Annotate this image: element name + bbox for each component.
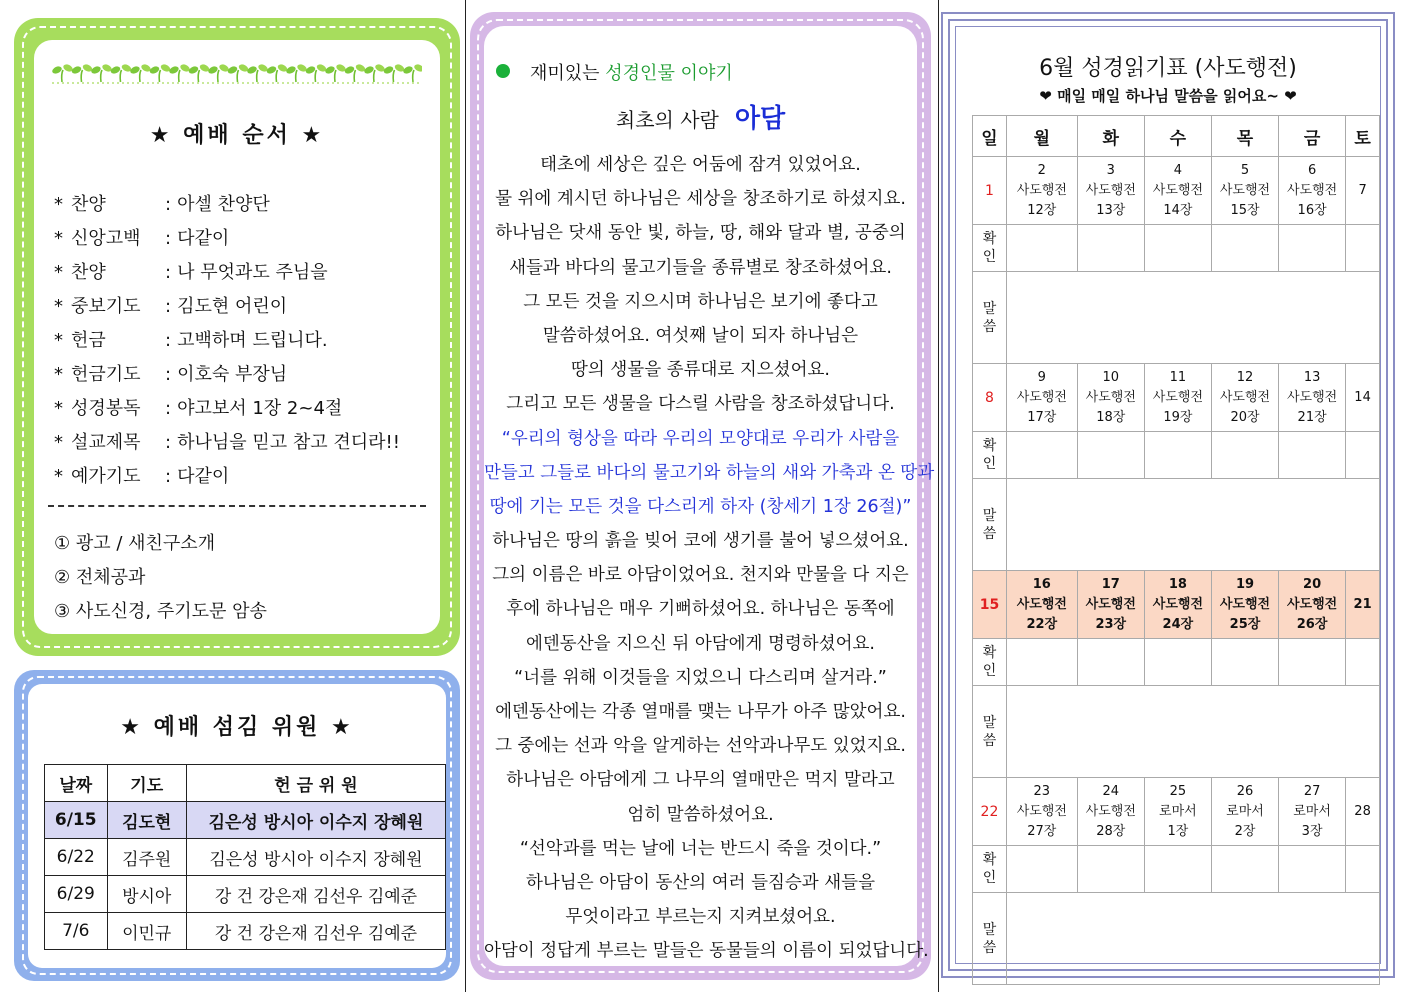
reading-day-cell <box>1006 571 1077 639</box>
order-item-colon: : <box>165 398 172 419</box>
story-line: “너를 위해 이것들을 지었으니 다스리며 살거라.” <box>514 667 887 688</box>
order-item-value: 고백하며 드립니다. <box>177 330 328 351</box>
word-label <box>973 893 1007 985</box>
star-bullet: * <box>54 398 63 419</box>
reading-date: 13 <box>1303 369 1321 385</box>
worship-order-item <box>54 290 400 324</box>
word-note-cell[interactable] <box>1006 479 1379 571</box>
reading-day-cell <box>1211 778 1278 846</box>
reading-chapter: 23장 <box>1095 616 1127 632</box>
column-divider-left <box>465 0 466 992</box>
check-label <box>973 432 1007 479</box>
story-line: 태초에 세상은 깊은 어둠에 잠겨 있었어요. <box>540 155 861 175</box>
order-item-key: 성경봉독 <box>71 398 141 419</box>
word-label <box>973 686 1007 778</box>
sunday-date: 1 <box>973 157 1007 225</box>
reading-book: 로마서 <box>1293 803 1331 819</box>
weekday-header: 목 <box>1211 116 1278 157</box>
check-label-text: 확 인 <box>982 438 997 472</box>
order-item-colon: : <box>165 296 172 317</box>
reading-book: 사도행전 <box>1085 389 1136 405</box>
reading-chapter: 2장 <box>1234 823 1256 839</box>
order-item-value: 아셀 찬양단 <box>177 194 270 215</box>
star-bullet: * <box>54 330 63 351</box>
check-cell[interactable] <box>1144 225 1211 272</box>
committee-panel <box>14 670 460 981</box>
word-row <box>973 893 1380 985</box>
reading-day-cell <box>1211 157 1278 225</box>
reading-book: 사도행전 <box>1016 596 1067 612</box>
reading-book: 사도행전 <box>1152 596 1203 612</box>
check-cell[interactable] <box>1346 225 1380 272</box>
star-bullet: * <box>54 466 63 487</box>
reading-day-cell <box>1144 364 1211 432</box>
worship-order-card <box>34 40 440 634</box>
check-row <box>973 639 1380 686</box>
weekday-header: 월 <box>1006 116 1077 157</box>
reading-day-cell <box>1144 157 1211 225</box>
committee-date: 6/15 <box>45 802 108 839</box>
word-label-text: 말 씀 <box>982 921 997 956</box>
reading-calendar <box>972 115 1380 985</box>
worship-order-item <box>54 358 400 392</box>
check-label-text: 확 인 <box>982 231 997 265</box>
reading-book: 사도행전 <box>1152 182 1203 198</box>
reading-day-cell <box>1006 778 1077 846</box>
reading-date: 5 <box>1240 162 1250 178</box>
check-label <box>973 225 1007 272</box>
reading-day-cell <box>1077 778 1144 846</box>
story-title-main: 최초의 사람 <box>615 108 719 132</box>
saturday-date: 21 <box>1346 571 1380 639</box>
story-line: 아담이 정답게 부르는 말들은 동물들의 이름이 되었답니다. <box>484 941 929 962</box>
dashed-separator <box>48 505 426 507</box>
reading-chapter: 14장 <box>1163 202 1193 218</box>
reading-date: 6 <box>1307 162 1317 178</box>
reading-book: 사도행전 <box>1286 596 1338 612</box>
saturday-date: 7 <box>1346 157 1380 225</box>
story-line: 하나님은 닷새 동안 빛, 하늘, 땅, 해와 달과 별, 공중의 <box>495 223 906 244</box>
reading-plan-subtitle <box>956 85 1380 106</box>
check-label <box>973 639 1007 686</box>
story-line: 땅의 생물을 종류대로 지으셨어요. <box>571 360 830 381</box>
word-label-text: 말 씀 <box>982 300 997 335</box>
header-prayer: 기도 <box>107 765 186 802</box>
reading-day-cell <box>1006 364 1077 432</box>
reading-book: 사도행전 <box>1219 389 1271 405</box>
calendar-weekday-row <box>973 116 1380 157</box>
story-line: 하나님은 땅의 흙을 빚어 코에 생기를 불어 넣으셨어요. <box>492 531 909 552</box>
reading-book: 사도행전 <box>1085 596 1136 612</box>
check-cell[interactable] <box>1279 225 1346 272</box>
committee-table <box>44 764 446 950</box>
calendar-week-row <box>973 364 1380 432</box>
story-line: 무엇이라고 부르는지 지켜보셨어요. <box>565 907 836 928</box>
order-item-colon: : <box>165 330 172 351</box>
order-item-value: 김도현 어린이 <box>177 296 288 317</box>
order-item-key: 찬양 <box>71 194 106 215</box>
reading-day-cell <box>1279 364 1346 432</box>
reading-date: 2 <box>1037 162 1046 178</box>
reading-day-cell <box>1211 571 1278 639</box>
heart-icon: ❤ <box>1284 87 1297 105</box>
committee-offering: 김은성 방시아 이수지 장혜원 <box>186 802 445 839</box>
reading-date: 18 <box>1168 576 1187 592</box>
order-item-value: 다같이 <box>177 228 230 249</box>
reading-day-cell <box>1279 157 1346 225</box>
announcement-item: ② 전체공과 <box>54 567 146 588</box>
reading-day-cell <box>1279 778 1346 846</box>
sunday-date: 8 <box>973 364 1007 432</box>
check-cell[interactable] <box>1077 432 1144 479</box>
check-cell[interactable] <box>1144 639 1211 686</box>
reading-book: 사도행전 <box>1286 182 1338 198</box>
story-line: 에덴동산을 지으신 뒤 아담에게 명령하셨어요. <box>525 633 875 654</box>
committee-offering: 강 건 강은재 김선우 김예준 <box>186 913 445 950</box>
order-item-value: 이호숙 부장님 <box>177 364 288 385</box>
sunday-date: 22 <box>973 778 1007 846</box>
order-item-value: 다같이 <box>177 466 230 487</box>
story-line: 그의 이름은 바로 아담이었어요. 천지와 만물을 다 지은 <box>492 565 909 586</box>
reading-date: 4 <box>1173 162 1183 178</box>
weekday-header: 수 <box>1144 116 1211 157</box>
check-cell[interactable] <box>1346 639 1380 686</box>
check-label <box>973 846 1007 893</box>
check-row <box>973 846 1380 893</box>
check-label-text: 확 인 <box>982 645 997 679</box>
reading-chapter: 15장 <box>1230 202 1260 218</box>
reading-day-cell <box>1077 571 1144 639</box>
reading-book: 사도행전 <box>1016 182 1067 198</box>
check-cell[interactable] <box>1006 639 1077 686</box>
order-item-value: 하나님을 믿고 참고 견디라!! <box>177 432 400 453</box>
weekday-header: 금 <box>1279 116 1346 157</box>
reading-book: 사도행전 <box>1219 596 1271 612</box>
reading-day-cell <box>1077 364 1144 432</box>
reading-book: 사도행전 <box>1085 803 1136 819</box>
order-item-key: 예가기도 <box>71 466 141 487</box>
reading-date: 26 <box>1236 783 1254 799</box>
reading-chapter: 26장 <box>1296 616 1328 632</box>
order-item-key: 헌금 <box>71 330 106 351</box>
weekday-header: 일 <box>973 116 1007 157</box>
committee-prayer: 이민규 <box>107 913 186 950</box>
sunday-date: 15 <box>973 571 1007 639</box>
calendar-week-row <box>973 157 1380 225</box>
committee-header-row <box>45 765 446 802</box>
story-card <box>484 26 935 966</box>
reading-chapter: 17장 <box>1027 409 1057 425</box>
committee-row <box>45 839 446 876</box>
committee-offering: 김은성 방시아 이수지 장혜원 <box>186 839 445 876</box>
committee-prayer: 김도현 <box>107 802 186 839</box>
weekday-header: 화 <box>1077 116 1144 157</box>
order-item-colon: : <box>165 262 172 283</box>
committee-row <box>45 876 446 913</box>
word-note-cell[interactable] <box>1006 893 1379 985</box>
story-line: 에덴동산에는 각종 열매를 맺는 나무가 아주 많았어요. <box>495 702 906 722</box>
check-row <box>973 225 1380 272</box>
word-row <box>973 686 1380 778</box>
story-line: 땅에 기는 모든 것을 다스리게 하자 (창세기 1장 26절)” <box>489 496 912 517</box>
check-cell[interactable] <box>1077 225 1144 272</box>
order-item-value: 나 무엇과도 주님을 <box>177 262 328 283</box>
story-line: 만들고 그들로 바다의 물고기와 하늘의 새와 가축과 온 땅과 <box>484 462 935 483</box>
word-label <box>973 479 1007 571</box>
story-line: 하나님은 아담이 동산의 여러 들짐승과 새들을 <box>525 872 875 893</box>
word-label <box>973 272 1007 364</box>
check-cell[interactable] <box>1279 846 1346 893</box>
check-cell[interactable] <box>1279 432 1346 479</box>
story-line: 말씀하셨어요. 여섯째 날이 되자 하나님은 <box>542 325 859 346</box>
reading-plan-subtitle-text: 매일 매일 하나님 말씀을 읽어요~ <box>1057 87 1279 105</box>
saturday-date: 14 <box>1346 364 1380 432</box>
order-item-key: 중보기도 <box>71 296 141 317</box>
announcement-list <box>54 527 267 629</box>
check-cell[interactable] <box>1077 846 1144 893</box>
order-item-colon: : <box>165 466 172 487</box>
weekday-header: 토 <box>1346 116 1380 157</box>
committee-card <box>28 684 446 968</box>
worship-order-item <box>54 426 400 460</box>
sprout-border-icon <box>52 58 422 86</box>
reading-date: 12 <box>1236 369 1254 385</box>
check-row <box>973 432 1380 479</box>
reading-book: 로마서 <box>1226 803 1264 819</box>
word-row <box>973 479 1380 571</box>
star-bullet: * <box>54 262 63 283</box>
star-bullet: * <box>54 194 63 215</box>
reading-date: 27 <box>1303 783 1321 799</box>
reading-book: 사도행전 <box>1016 803 1067 819</box>
worship-order-title: ★ 예배 순서 ★ <box>149 123 325 148</box>
check-cell[interactable] <box>1077 639 1144 686</box>
reading-day-cell <box>1144 571 1211 639</box>
reading-date: 10 <box>1102 369 1120 385</box>
reading-book: 사도행전 <box>1085 182 1136 198</box>
word-row <box>973 272 1380 364</box>
reading-chapter: 28장 <box>1096 823 1126 839</box>
story-text <box>484 148 935 969</box>
word-note-cell[interactable] <box>1006 686 1379 778</box>
committee-row <box>45 913 446 950</box>
reading-chapter: 19장 <box>1163 409 1193 425</box>
committee-title: ★ 예배 섬김 위원 ★ <box>120 715 354 740</box>
check-cell[interactable] <box>1006 846 1077 893</box>
reading-chapter: 12장 <box>1027 202 1057 218</box>
story-header <box>530 59 733 85</box>
star-bullet: * <box>54 296 63 317</box>
check-cell[interactable] <box>1279 639 1346 686</box>
heart-icon: ❤ <box>1039 87 1052 105</box>
story-line: 하나님은 아담에게 그 나무의 열매만은 먹지 말라고 <box>506 770 895 791</box>
story-line: 그 모든 것을 지으시며 하나님은 보기에 좋다고 <box>523 291 878 312</box>
calendar-week-row <box>973 778 1380 846</box>
committee-offering: 강 건 강은재 김선우 김예준 <box>186 876 445 913</box>
order-item-key: 신앙고백 <box>71 228 141 249</box>
worship-order-item <box>54 460 400 494</box>
check-cell[interactable] <box>1211 432 1278 479</box>
story-line: “선악과를 먹는 날에 너는 반드시 죽을 것이다.” <box>519 838 882 859</box>
reading-date: 25 <box>1169 783 1187 799</box>
check-cell[interactable] <box>1346 432 1380 479</box>
check-cell[interactable] <box>1211 639 1278 686</box>
star-bullet: * <box>54 432 63 453</box>
check-cell[interactable] <box>1144 846 1211 893</box>
reading-book: 사도행전 <box>1016 389 1067 405</box>
reading-chapter: 16장 <box>1297 202 1327 218</box>
header-date: 날짜 <box>45 765 108 802</box>
reading-day-cell <box>1211 364 1278 432</box>
check-cell[interactable] <box>1346 846 1380 893</box>
saturday-date: 28 <box>1346 778 1380 846</box>
reading-chapter: 27장 <box>1027 823 1057 839</box>
committee-date: 6/29 <box>45 876 108 913</box>
worship-order-panel <box>14 18 460 656</box>
star-bullet: * <box>54 228 63 249</box>
reading-chapter: 1장 <box>1167 823 1189 839</box>
green-bullet-icon <box>496 64 510 78</box>
reading-book: 사도행전 <box>1152 389 1203 405</box>
reading-book: 사도행전 <box>1219 182 1271 198</box>
story-line: 새들과 바다의 물고기들을 종류별로 창조하셨어요. <box>509 257 892 278</box>
story-line: 그 중에는 선과 악을 알게하는 선악과나무도 있었지요. <box>495 736 906 757</box>
reading-day-cell <box>1279 571 1346 639</box>
reading-date: 3 <box>1106 162 1115 178</box>
order-item-colon: : <box>165 228 172 249</box>
story-header-prefix: 재미있는 <box>530 63 606 84</box>
check-cell[interactable] <box>1006 432 1077 479</box>
reading-chapter: 3장 <box>1301 823 1323 839</box>
reading-chapter: 20장 <box>1230 409 1260 425</box>
word-note-cell[interactable] <box>1006 272 1379 364</box>
worship-order-item <box>54 256 400 290</box>
announcement-item: ① 광고 / 새친구소개 <box>54 533 216 554</box>
check-cell[interactable] <box>1006 225 1077 272</box>
reading-date: 11 <box>1169 369 1187 385</box>
story-line: 후에 하나님은 매우 기뻐하셨어요. 하나님은 동쪽에 <box>506 599 895 620</box>
story-header-highlight: 성경인물 이야기 <box>605 63 733 84</box>
order-item-key: 설교제목 <box>71 432 141 453</box>
committee-prayer: 방시아 <box>107 876 186 913</box>
order-item-key: 찬양 <box>71 262 106 283</box>
order-item-colon: : <box>165 364 172 385</box>
word-label-text: 말 씀 <box>982 714 997 749</box>
reading-date: 24 <box>1102 783 1120 799</box>
story-line: 엄히 말씀하셨어요. <box>627 804 774 825</box>
story-line: 그리고 모든 생물을 다스릴 사람을 창조하셨답니다. <box>506 394 895 415</box>
committee-date: 6/22 <box>45 839 108 876</box>
reading-book: 사도행전 <box>1286 389 1338 405</box>
reading-day-cell <box>1144 778 1211 846</box>
order-item-colon: : <box>165 432 172 453</box>
worship-order-item <box>54 324 400 358</box>
reading-date: 16 <box>1032 576 1051 592</box>
reading-chapter: 22장 <box>1026 616 1058 632</box>
calendar-week-row <box>973 571 1380 639</box>
story-title <box>484 98 917 135</box>
reading-date: 19 <box>1235 576 1255 592</box>
committee-prayer: 김주원 <box>107 839 186 876</box>
reading-chapter: 13장 <box>1096 202 1126 218</box>
order-item-colon: : <box>165 194 172 215</box>
reading-date: 23 <box>1033 783 1051 799</box>
frame-inner <box>948 19 1388 971</box>
check-label-text: 확 인 <box>982 852 997 886</box>
story-line: 물 위에 계시던 하나님은 세상을 창조하기로 하셨지요. <box>495 189 906 210</box>
word-label-text: 말 씀 <box>982 507 997 542</box>
reading-day-cell <box>1077 157 1144 225</box>
frame-innermost <box>955 26 1381 964</box>
story-line: “우리의 형상을 따라 우리의 모양대로 우리가 사람을 <box>501 428 900 449</box>
check-cell[interactable] <box>1144 432 1211 479</box>
reading-chapter: 24장 <box>1162 616 1194 632</box>
announcement-item: ③ 사도신경, 주기도문 암송 <box>54 601 267 622</box>
reading-chapter: 18장 <box>1096 409 1126 425</box>
reading-date: 20 <box>1303 576 1322 592</box>
reading-day-cell <box>1006 157 1077 225</box>
reading-date: 17 <box>1101 576 1120 592</box>
reading-chapter: 25장 <box>1229 616 1261 632</box>
worship-order-list <box>54 188 400 494</box>
worship-order-item <box>54 392 400 426</box>
star-bullet: * <box>54 364 63 385</box>
committee-row <box>45 802 446 839</box>
column-divider-right <box>938 0 939 992</box>
story-title-name: 아담 <box>734 104 786 134</box>
worship-order-item <box>54 188 400 222</box>
order-item-value: 야고보서 1장 2~4절 <box>177 398 343 419</box>
reading-book: 로마서 <box>1159 803 1197 819</box>
reading-plan-title: 6월 성경읽기표 (사도행전) <box>1039 56 1297 81</box>
reading-chapter: 21장 <box>1297 409 1327 425</box>
story-panel <box>470 12 935 980</box>
reading-date: 9 <box>1037 369 1046 385</box>
committee-date: 7/6 <box>45 913 108 950</box>
worship-order-item <box>54 222 400 256</box>
check-cell[interactable] <box>1211 225 1278 272</box>
reading-plan-panel <box>941 12 1395 978</box>
order-item-key: 헌금기도 <box>71 364 141 385</box>
header-offering: 헌 금 위 원 <box>186 765 445 802</box>
check-cell[interactable] <box>1211 846 1278 893</box>
